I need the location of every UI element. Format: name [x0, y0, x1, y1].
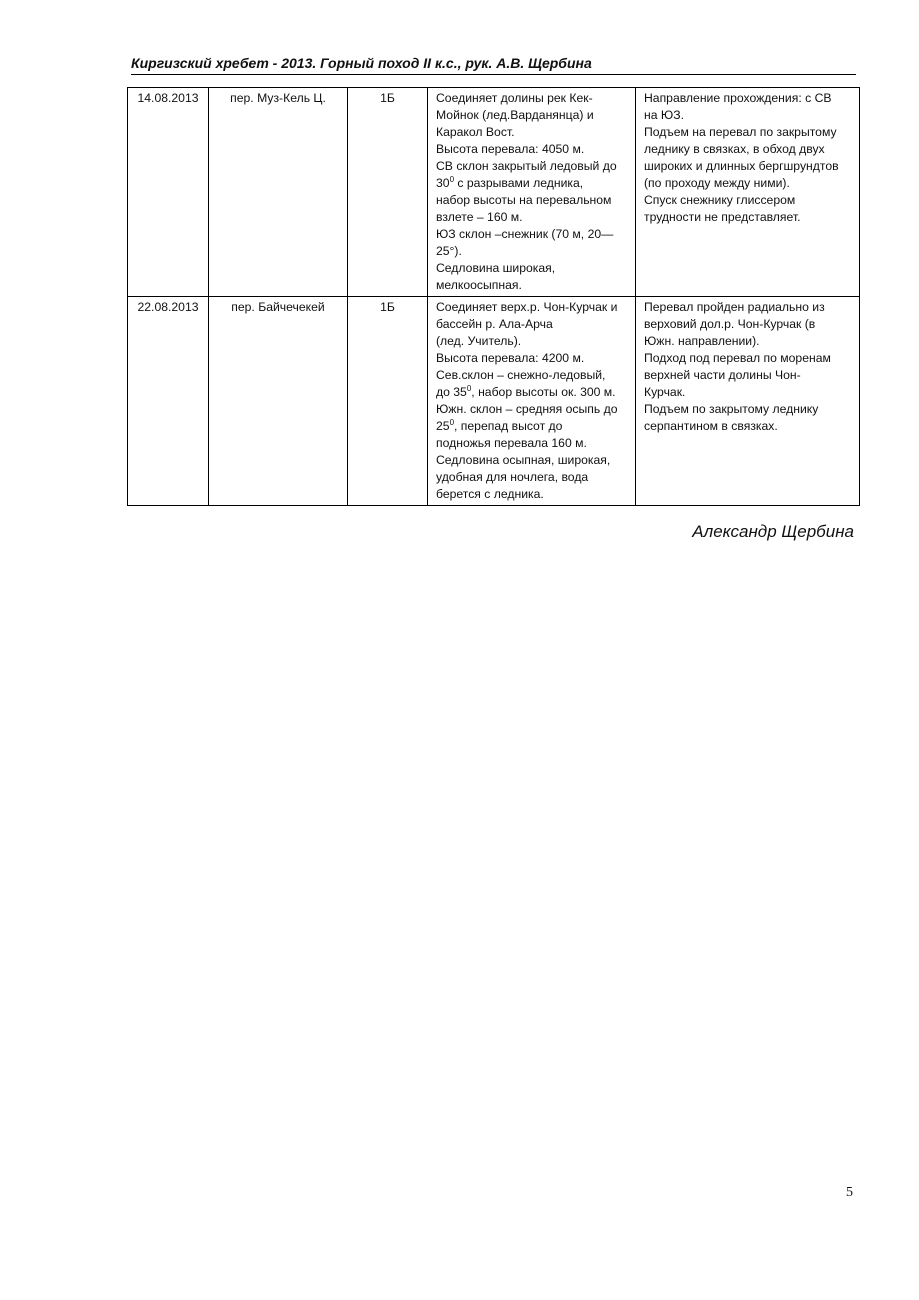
text-line	[436, 175, 627, 192]
header-rule	[131, 74, 856, 75]
text-line: 25°).	[436, 244, 462, 258]
text-line: Соединяет верх.р. Чон-Курчак и	[436, 300, 618, 314]
description-cell	[428, 297, 636, 506]
route-cell	[636, 297, 860, 506]
date-cell: 14.08.2013	[128, 88, 209, 297]
degree-superscript: 0	[449, 417, 455, 427]
text-line: широких и длинных бергшрундтов	[644, 159, 839, 173]
table-row	[128, 297, 860, 506]
text-line: Подъем по закрытому леднику	[644, 402, 819, 416]
text-fragment: , набор высоты ок. 300 м.	[471, 385, 616, 399]
text-line: Спуск снежнику глиссером	[644, 193, 796, 207]
text-fragment: 25	[436, 419, 450, 433]
route-cell	[636, 88, 860, 297]
text-line: (по проходу между ними).	[644, 176, 790, 190]
pass-name-cell: пер. Муз-Кель Ц.	[209, 88, 348, 297]
pass-name-cell: пер. Байчечекей	[209, 297, 348, 506]
text-line: мелкоосыпная.	[436, 278, 522, 292]
text-line: Подъем на перевал по закрытому	[644, 125, 837, 139]
text-line: Южн. направлении).	[644, 334, 760, 348]
text-line: Перевал пройден радиально из	[644, 300, 825, 314]
text-line: ЮЗ склон –снежник (70 м, 20—	[436, 227, 614, 241]
degree-superscript: 0	[449, 174, 455, 184]
text-line: Подход под перевал по моренам	[644, 351, 831, 365]
text-line: подножья перевала 160 м.	[436, 436, 587, 450]
text-line: Курчак.	[644, 385, 686, 399]
text-fragment: , перепад высот до	[454, 419, 563, 433]
text-line: верховий дол.р. Чон-Курчак (в	[644, 317, 816, 331]
document-header: Киргизский хребет - 2013. Горный поход II к.с., рук. А.В. Щербина	[131, 55, 592, 71]
text-line: берется с ледника.	[436, 487, 544, 501]
text-line: Мойнок (лед.Варданянца) и	[436, 108, 594, 122]
text-line: Каракол Вост.	[436, 125, 515, 139]
text-line: Высота перевала: 4050 м.	[436, 142, 585, 156]
text-line: бассейн р. Ала-Арча	[436, 317, 553, 331]
degree-superscript: 0	[466, 383, 472, 393]
text-line: Южн. склон – средняя осыпь до	[436, 402, 618, 416]
text-line: Седловина осыпная, широкая,	[436, 453, 611, 467]
text-line: Высота перевала: 4200 м.	[436, 351, 585, 365]
text-line	[436, 384, 627, 401]
text-line: леднику в связках, в обход двух	[644, 142, 825, 156]
grade-cell: 1Б	[348, 297, 428, 506]
text-fragment: 30	[436, 176, 450, 190]
text-line: Направление прохождения: с СВ	[644, 91, 832, 105]
author-signature: Александр Щербина	[692, 522, 854, 541]
text-fragment: до 35	[436, 385, 467, 399]
text-line: взлете – 160 м.	[436, 210, 523, 224]
text-line: серпантином в связках.	[644, 419, 778, 433]
text-line: на ЮЗ.	[644, 108, 684, 122]
page-number: 5	[846, 1185, 853, 1200]
text-line: набор высоты на перевальном	[436, 193, 612, 207]
passes-table	[127, 87, 860, 506]
text-line: трудности не представляет.	[644, 210, 801, 224]
description-cell	[428, 88, 636, 297]
text-line: Сев.склон – снежно-ледовый,	[436, 368, 606, 382]
text-line	[436, 418, 627, 435]
text-line: верхней части долины Чон-	[644, 368, 801, 382]
text-line: (лед. Учитель).	[436, 334, 522, 348]
text-line: Седловина широкая,	[436, 261, 556, 275]
grade-cell: 1Б	[348, 88, 428, 297]
text-line: Соединяет долины рек Кек-	[436, 91, 593, 105]
text-fragment: с разрывами ледника,	[454, 176, 584, 190]
text-line: СВ склон закрытый ледовый до	[436, 159, 617, 173]
text-line: удобная для ночлега, вода	[436, 470, 589, 484]
date-cell: 22.08.2013	[128, 297, 209, 506]
table-row	[128, 88, 860, 297]
